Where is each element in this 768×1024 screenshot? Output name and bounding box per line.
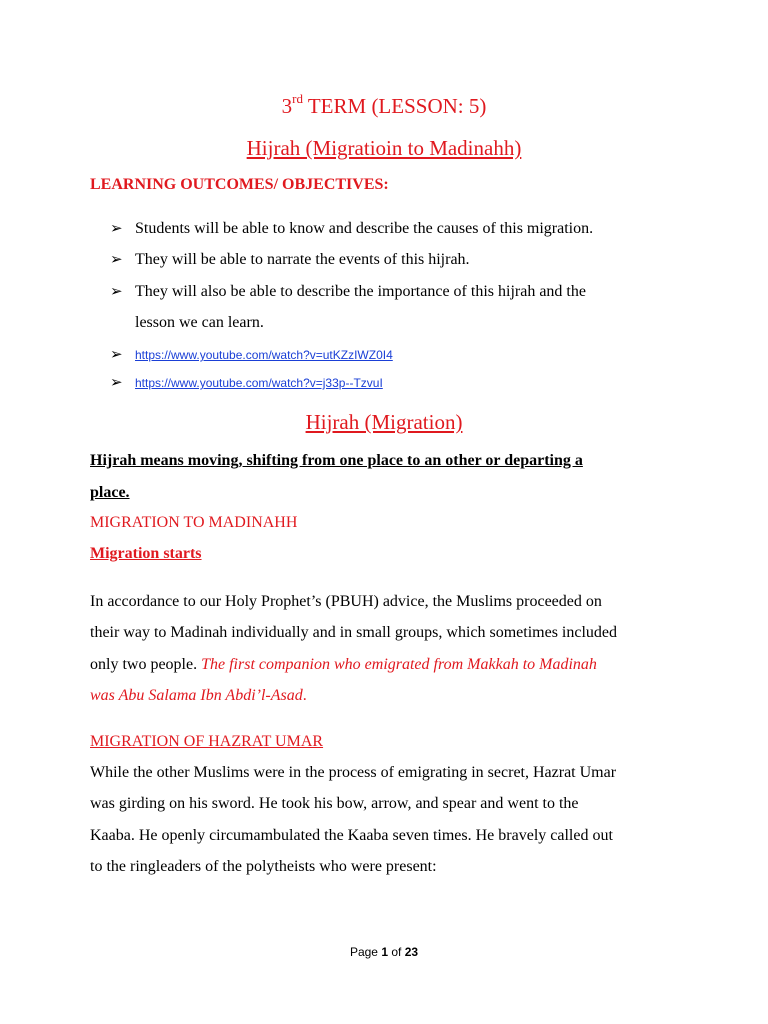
first-emigrant-highlight: The first companion who emigrated from Makkah to Madinah xyxy=(201,656,597,673)
arrow-bullet-icon: ➢ xyxy=(110,373,123,391)
lesson-title: Hijrah (Migratioin to Madinahh) xyxy=(246,136,522,160)
objectives-heading: LEARNING OUTCOMES/ OBJECTIVES: xyxy=(90,176,389,193)
youtube-link-1[interactable]: https://www.youtube.com/watch?v=utKZzIWZ0I4 xyxy=(135,348,393,362)
paragraph-line: In accordance to our Holy Prophet’s (PBUH) advice, the Muslims proceeded on xyxy=(90,593,602,610)
objective-item: ➢ Students will be able to know and describe the causes of this migration. xyxy=(110,219,594,237)
video-link-item xyxy=(110,373,383,392)
paragraph-line: their way to Madinah individually and in small groups, which sometimes included xyxy=(90,624,618,641)
hijrah-definition-line: Hijrah means moving, shifting from one place to an other or departing a xyxy=(90,452,583,469)
madinah-migration-heading: MIGRATION TO MADINAHH xyxy=(90,514,298,531)
paragraph-line: While the other Muslims were in the process of emigrating in secret, Hazrat Umar xyxy=(90,764,617,781)
paragraph-line: Kaaba. He openly circumambulated the Kaaba seven times. He bravely called out xyxy=(90,827,613,844)
migration-heading: Hijrah (Migration) xyxy=(305,410,463,434)
arrow-bullet-icon: ➢ xyxy=(110,250,123,268)
paragraph-line: only two people. The first companion who emigrated from Makkah to Madinah xyxy=(90,656,597,673)
umar-migration-heading: MIGRATION OF HAZRAT UMAR xyxy=(90,733,324,750)
paragraph-line: was girding on his sword. He took his bow, arrow, and spear and went to the xyxy=(90,795,579,812)
objective-item-continuation: lesson we can learn. xyxy=(135,314,264,331)
first-emigrant-highlight: was Abu Salama Ibn Abdi’l-Asad xyxy=(90,687,303,704)
hijrah-definition-line: place. xyxy=(90,484,130,501)
objective-item: ➢ They will be able to narrate the events of this hijrah. xyxy=(110,250,470,268)
video-link-item xyxy=(110,345,393,364)
term-superscript: rd xyxy=(292,91,303,106)
migration-starts-heading: Migration starts xyxy=(90,545,202,562)
paragraph-line: to the ringleaders of the polytheists who were present: xyxy=(90,858,437,875)
arrow-bullet-icon: ➢ xyxy=(110,345,123,363)
objective-item: ➢ They will also be able to describe the importance of this hijrah and the xyxy=(110,282,586,300)
arrow-bullet-icon: ➢ xyxy=(110,282,123,300)
paragraph-line: was Abu Salama Ibn Abdi’l-Asad. xyxy=(90,687,307,704)
page-footer: Page 1 of 23 xyxy=(349,945,419,959)
arrow-bullet-icon: ➢ xyxy=(110,219,123,237)
youtube-link-2[interactable]: https://www.youtube.com/watch?v=j33p--TzvuI xyxy=(135,376,383,390)
term-heading: 3rd TERM (LESSON: 5) xyxy=(281,91,487,118)
